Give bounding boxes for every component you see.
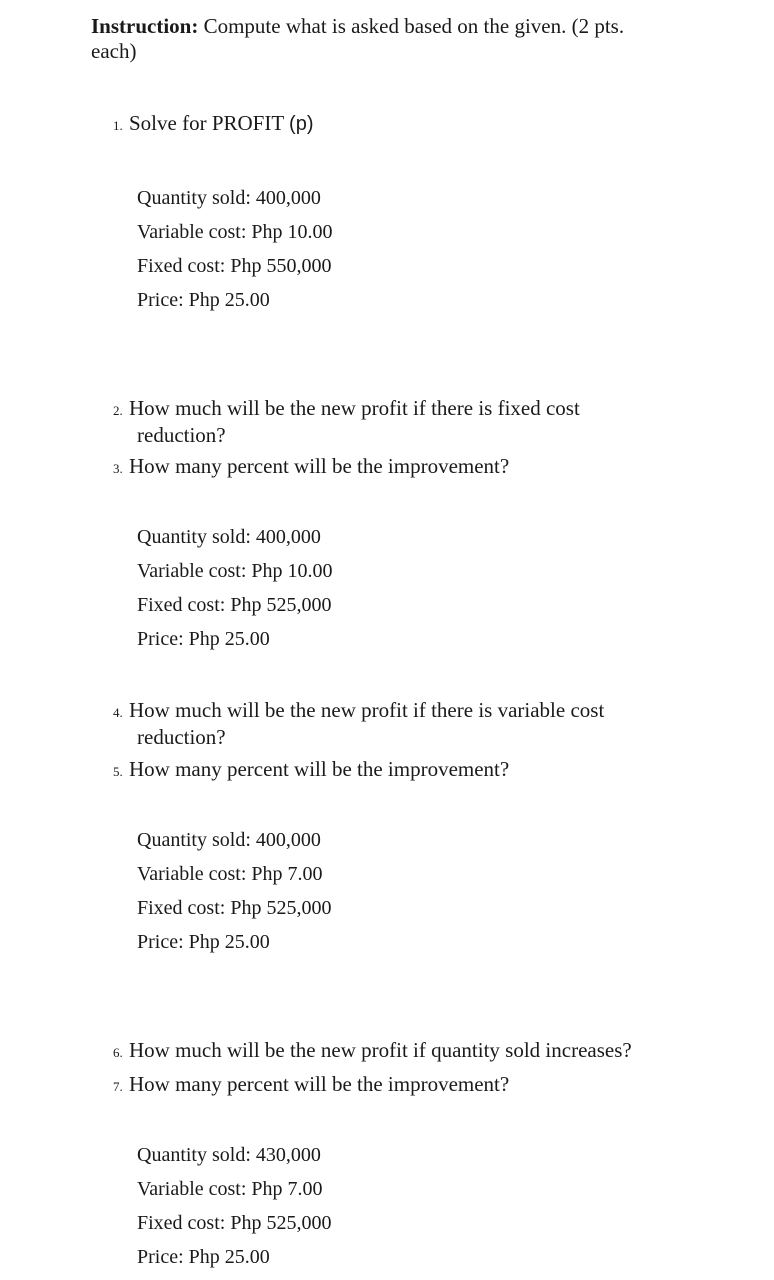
- price: Price: Php 25.00: [137, 931, 270, 953]
- question-number: 4.: [113, 705, 123, 720]
- quantity-sold: Quantity sold: 400,000: [137, 187, 321, 209]
- question-number: 7.: [113, 1079, 123, 1094]
- question-text: Solve for PROFIT: [129, 111, 290, 135]
- question-4: [113, 698, 713, 750]
- question-number: 3.: [113, 461, 123, 476]
- question-text: How much will be the new profit if there is variable cost: [129, 698, 605, 722]
- question-text-cont: reduction?: [137, 725, 226, 749]
- question-number: 1.: [113, 118, 123, 133]
- variable-cost: Variable cost: Php 7.00: [137, 1178, 323, 1200]
- question-1: [113, 111, 713, 138]
- fixed-cost: Fixed cost: Php 550,000: [137, 255, 332, 277]
- question-3: [113, 454, 713, 481]
- variable-cost: Variable cost: Php 10.00: [137, 560, 333, 582]
- variable-cost: Variable cost: Php 7.00: [137, 863, 323, 885]
- question-5: [113, 757, 713, 784]
- quantity-sold: Quantity sold: 400,000: [137, 526, 321, 548]
- instruction-label: Instruction:: [91, 14, 199, 38]
- question-number: 5.: [113, 764, 123, 779]
- fixed-cost: Fixed cost: Php 525,000: [137, 1212, 332, 1234]
- question-2: [113, 396, 713, 448]
- question-text: How much will be the new profit if quantity sold increases?: [129, 1038, 632, 1062]
- question-text: How many percent will be the improvement?: [129, 1072, 510, 1096]
- quantity-sold: Quantity sold: 430,000: [137, 1144, 321, 1166]
- question-text-cont: reduction?: [137, 423, 226, 447]
- instruction: [91, 14, 691, 64]
- given-set-2: [137, 525, 537, 661]
- question-7: [113, 1072, 713, 1099]
- question-number: 6.: [113, 1045, 123, 1060]
- variable-cost: Variable cost: Php 10.00: [137, 221, 333, 243]
- profit-symbol: (p): [289, 113, 314, 135]
- quantity-sold: Quantity sold: 400,000: [137, 829, 321, 851]
- instruction-text-cont: each): [91, 39, 137, 63]
- question-text: How many percent will be the improvement?: [129, 757, 510, 781]
- fixed-cost: Fixed cost: Php 525,000: [137, 594, 332, 616]
- instruction-text: Compute what is asked based on the given. (2 pts.: [198, 14, 625, 38]
- given-set-3: [137, 828, 537, 964]
- price: Price: Php 25.00: [137, 628, 270, 650]
- question-text: How many percent will be the improvement?: [129, 454, 510, 478]
- given-set-4: [137, 1143, 537, 1279]
- given-set-1: [137, 186, 537, 322]
- price: Price: Php 25.00: [137, 289, 270, 311]
- fixed-cost: Fixed cost: Php 525,000: [137, 897, 332, 919]
- question-6: [113, 1038, 713, 1065]
- price: Price: Php 25.00: [137, 1246, 270, 1268]
- question-number: 2.: [113, 403, 123, 418]
- question-text: How much will be the new profit if there is fixed cost: [129, 396, 580, 420]
